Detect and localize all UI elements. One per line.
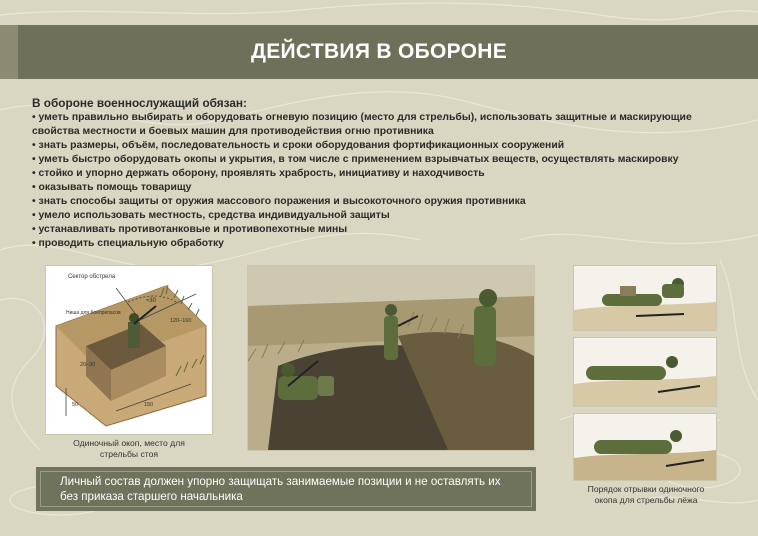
diagram-caption: Одиночный окоп, место для стрельбы стоя <box>73 438 185 459</box>
step-photo-2 <box>574 338 716 406</box>
step-3-image <box>574 414 716 480</box>
duty-item: • устанавливать противотанковые и противопехотные мины <box>32 223 732 237</box>
duty-item: • уметь правильно выбирать и оборудовать огневую позицию (место для стрельбы), использовать защитные и маскирующие свойства местности и боевых машин для противодействия огню противника <box>32 111 732 139</box>
step-2-image <box>574 338 716 406</box>
note-box <box>36 467 536 511</box>
dim-label-20-30: 20–30 <box>80 362 96 368</box>
duties-section <box>32 96 732 251</box>
step-1-image <box>574 266 716 330</box>
dim-label-120-160: 120–160 <box>170 318 192 324</box>
sector-label: Сектор обстрела <box>68 274 116 280</box>
dim-label-50: 50 <box>72 402 79 408</box>
steps-caption: Порядок отрывки одиночного окопа для стрельбы лёжа <box>587 484 705 505</box>
duty-item: • оказывать помощь товарищу <box>32 181 732 195</box>
trench-diagram <box>46 266 212 434</box>
dim-label-150: 150 <box>144 402 154 408</box>
trench-photo <box>248 266 534 450</box>
duty-item: • знать размеры, объём, последовательность и сроки оборудования фортификационных сооружений <box>32 139 732 153</box>
trench-diagram-panel <box>46 266 212 434</box>
duty-item: • знать способы защиты от оружия массового поражения и высокоточного оружия противника <box>32 195 732 209</box>
duty-item: • уметь быстро оборудовать окопы и укрытия, в том числе с применением взрывчатых веществ, осуществлять маскировку <box>32 153 732 167</box>
trench-photo-image <box>248 266 534 450</box>
duties-list <box>32 111 732 251</box>
step-photo-1 <box>574 266 716 330</box>
page-title: ДЕЙСТВИЯ В ОБОРОНЕ <box>250 40 508 63</box>
niche-label: Ниша для боеприпасов <box>66 310 121 316</box>
title-bar-accent <box>0 25 18 79</box>
duty-item: • стойко и упорно держать оборону, проявлять храбрость, инициативу и находчивость <box>32 167 732 181</box>
note-text: Личный состав должен упорно защищать занимаемые позиции и не оставлять их без приказа старшего начальника <box>60 475 501 503</box>
duties-heading: В обороне военнослужащий обязан: <box>32 96 247 110</box>
step-photo-3 <box>574 414 716 480</box>
title-bar <box>0 25 758 79</box>
duty-item: • умело использовать местность, средства индивидуальной защиты <box>32 209 732 223</box>
duty-item: • проводить специальную обработку <box>32 237 732 251</box>
angle-label: ≈30 <box>146 298 156 304</box>
